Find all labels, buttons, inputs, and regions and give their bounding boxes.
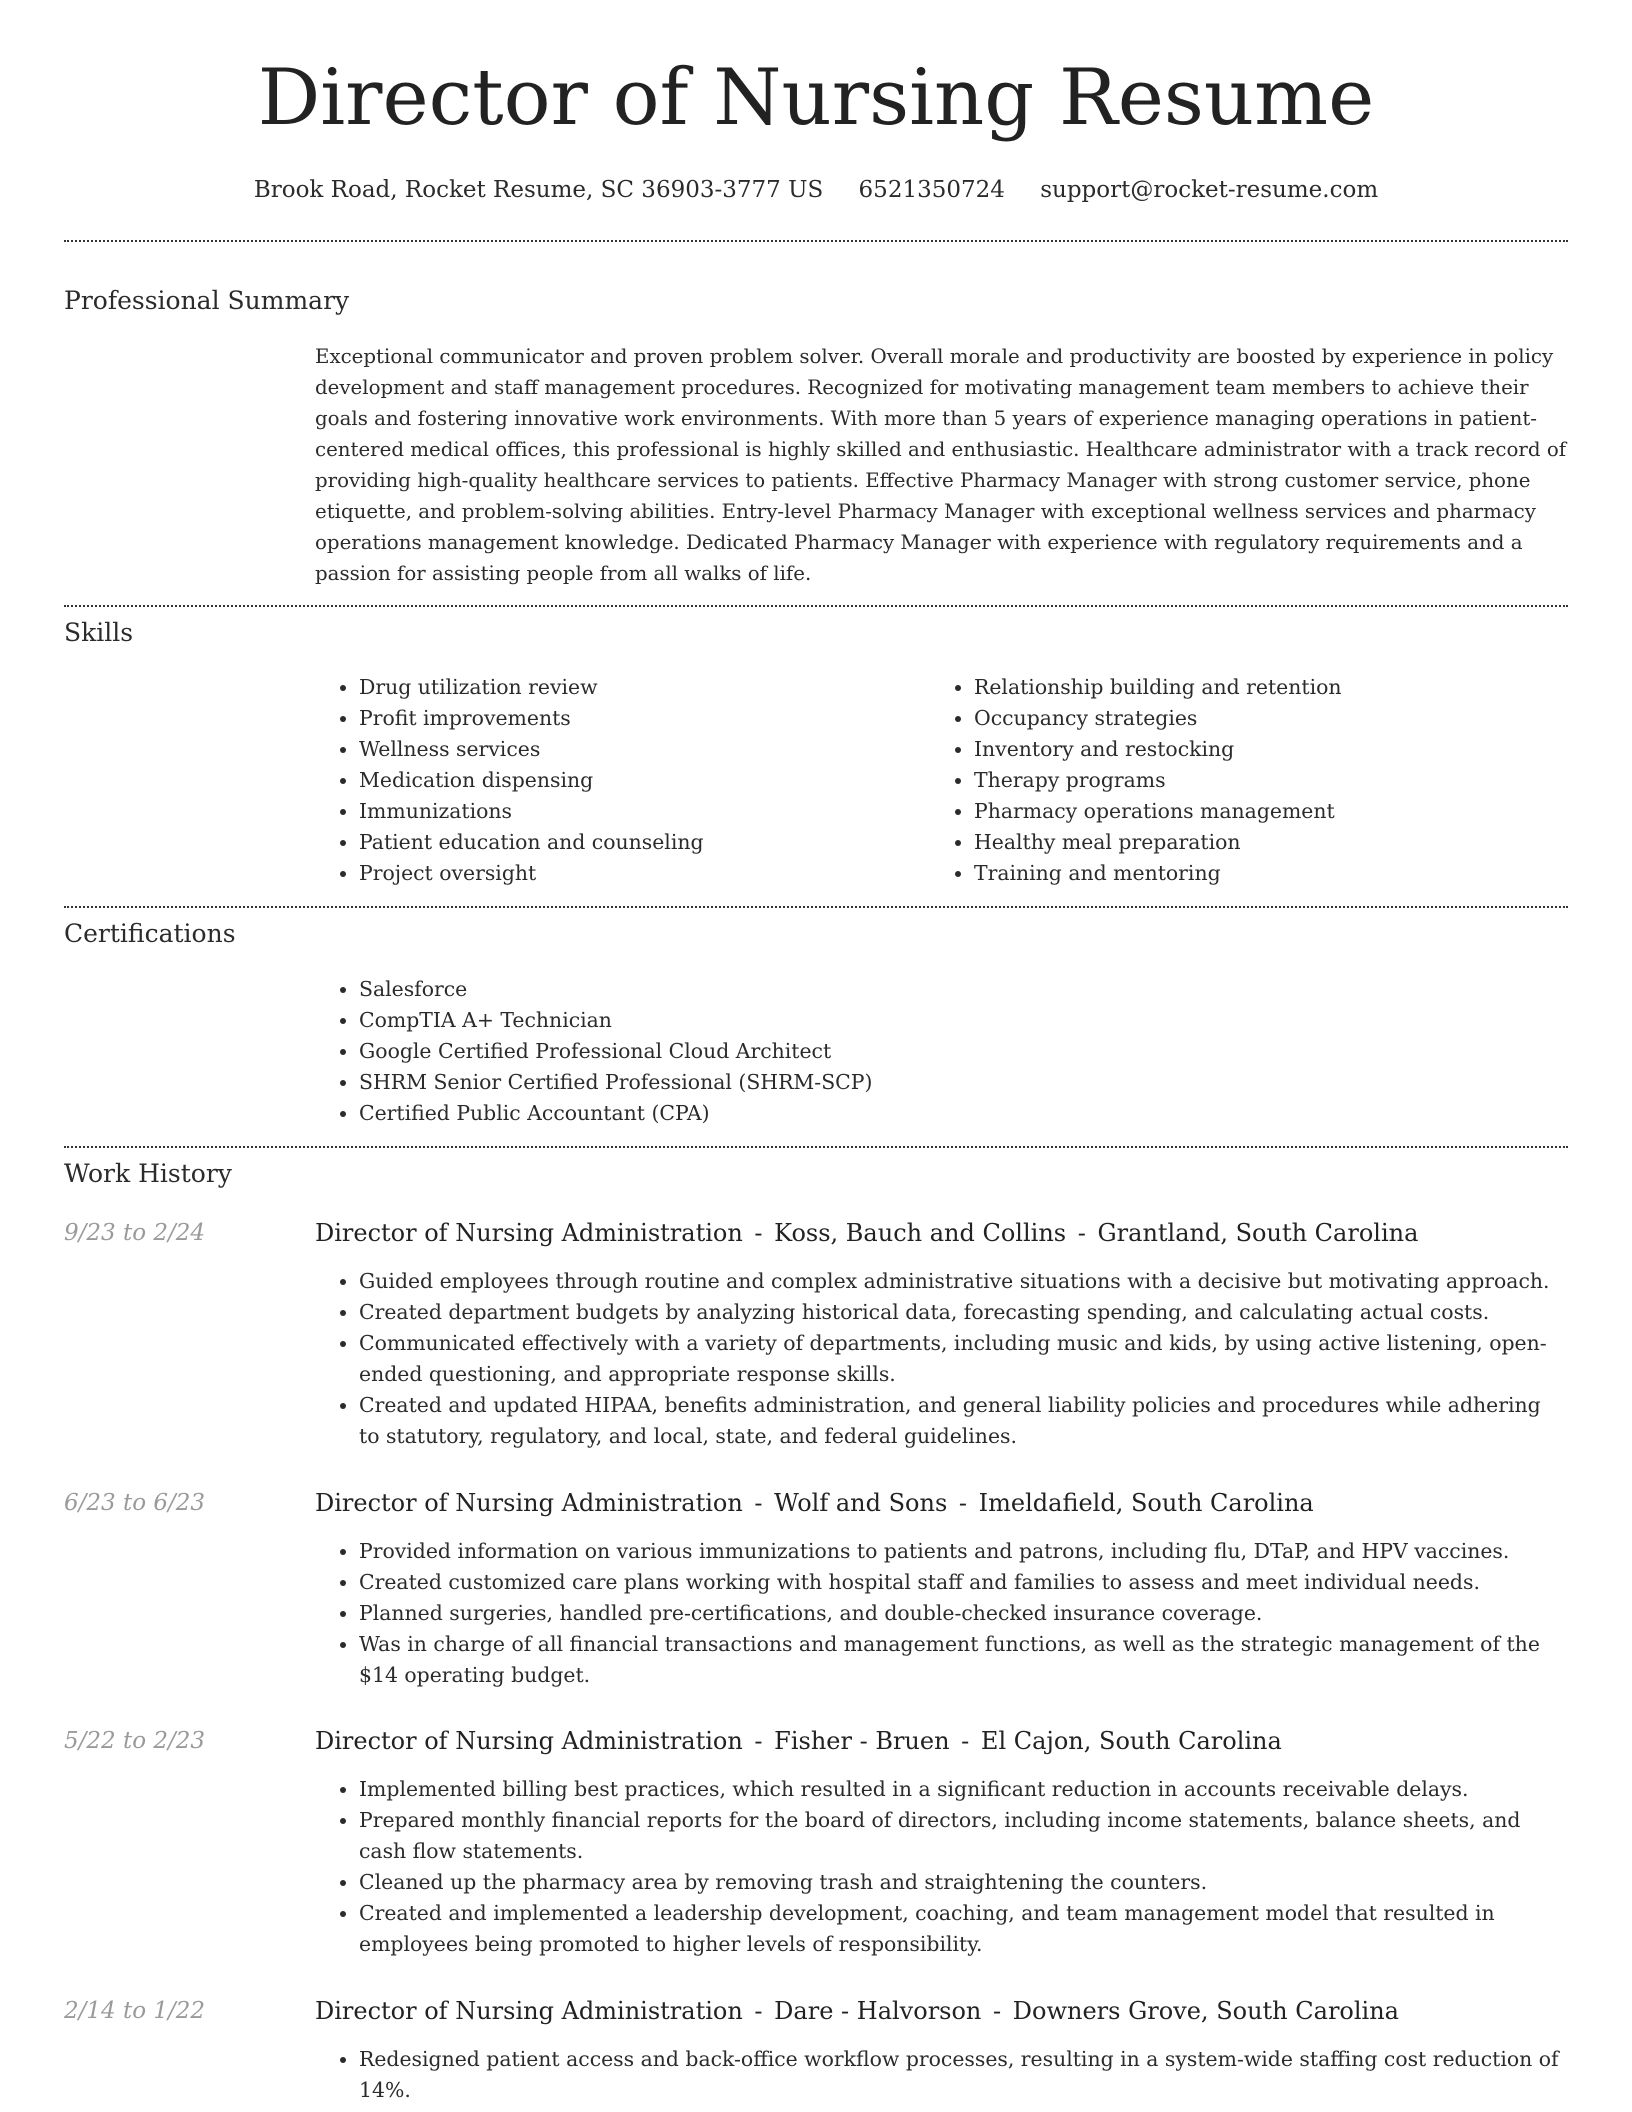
job-company: Wolf and Sons bbox=[774, 1489, 948, 1517]
job-heading: Director of Nursing Administration - Dare - Halvorson - Downers Grove, South Carolina bbox=[315, 1997, 1399, 2025]
skills-list-right bbox=[930, 672, 1610, 889]
summary-heading: Professional Summary bbox=[64, 286, 350, 315]
job-dates: 2/14 to 1/22 bbox=[64, 1998, 206, 2024]
job-title: Director of Nursing Administration bbox=[315, 1219, 743, 1247]
job-bullet: • Communicated effectively with a variety of departments, including music and kids, by using active listening, open-ended questioning, and appropriate response skills. bbox=[359, 1328, 1567, 1390]
job-company: Dare - Halvorson bbox=[774, 1997, 982, 2025]
skill-item: • Training and mentoring bbox=[974, 858, 1610, 889]
job-dates: 9/23 to 2/24 bbox=[64, 1220, 206, 1246]
skill-item: • Project oversight bbox=[359, 858, 919, 889]
job-bullet: • Guided employees through routine and complex administrative situations with a decisive but motivating approach. bbox=[359, 1266, 1567, 1297]
job-bullet: • Planned surgeries, handled pre-certifications, and double-checked insurance coverage. bbox=[359, 1598, 1567, 1629]
skill-item: • Profit improvements bbox=[359, 703, 919, 734]
job-bullets bbox=[315, 2044, 1567, 2106]
work-history-heading: Work History bbox=[64, 1159, 232, 1188]
divider bbox=[64, 240, 1568, 242]
certification-item: • Certified Public Accountant (CPA) bbox=[359, 1098, 1567, 1129]
job-dates: 5/22 to 2/23 bbox=[64, 1728, 206, 1754]
job-bullet: • Implemented billing best practices, which resulted in a significant reduction in accounts receivable delays. bbox=[359, 1774, 1567, 1805]
job-title: Director of Nursing Administration bbox=[315, 1997, 743, 2025]
summary-text: Exceptional communicator and proven problem solver. Overall morale and productivity are boosted by experience in policy development and staff management procedures. Recognized for motivating management team members to achieve their goals and fostering innovative work environments. With more than 5 years of experience managing operations in patient-centered medical offices, this professional is highly skilled and enthusiastic. Healthcare administrator with a track record of providing high-quality healthcare services to patients. Effective Pharmacy Manager with strong customer service, phone etiquette, and problem-solving abilities. Entry-level Pharmacy Manager with exceptional wellness services and pharmacy operations management knowledge. Dedicated Pharmacy Manager with experience with regulatory requirements and a passion for assisting people from all walks of life. bbox=[315, 345, 1567, 585]
skill-item: • Patient education and counseling bbox=[359, 827, 919, 858]
certifications-list bbox=[315, 974, 1567, 1129]
certification-item: • CompTIA A+ Technician bbox=[359, 1005, 1567, 1036]
job-location: Grantland, South Carolina bbox=[1097, 1219, 1419, 1247]
job-company: Koss, Bauch and Collins bbox=[774, 1219, 1067, 1247]
job-title: Director of Nursing Administration bbox=[315, 1727, 743, 1755]
resume-title: Director of Nursing Resume bbox=[257, 53, 1375, 143]
contact-address: Brook Road, Rocket Resume, SC 36903-3777 US bbox=[253, 177, 824, 203]
skill-item: • Pharmacy operations management bbox=[974, 796, 1610, 827]
job-bullet: • Was in charge of all financial transactions and management functions, as well as the strategic management of the $14 operating budget. bbox=[359, 1629, 1567, 1691]
job-location: Downers Grove, South Carolina bbox=[1012, 1997, 1399, 2025]
skills-heading: Skills bbox=[64, 618, 134, 647]
job-bullet: • Cleaned up the pharmacy area by removing trash and straightening the counters. bbox=[359, 1867, 1567, 1898]
job-bullet: • Created department budgets by analyzing historical data, forecasting spending, and calculating actual costs. bbox=[359, 1297, 1567, 1328]
divider bbox=[64, 906, 1568, 908]
skill-item: • Relationship building and retention bbox=[974, 672, 1610, 703]
skill-item: • Healthy meal preparation bbox=[974, 827, 1610, 858]
certification-item: • Google Certified Professional Cloud Architect bbox=[359, 1036, 1567, 1067]
divider bbox=[64, 1146, 1568, 1148]
job-heading: Director of Nursing Administration - Fisher - Bruen - El Cajon, South Carolina bbox=[315, 1727, 1282, 1755]
job-bullets bbox=[315, 1774, 1567, 1960]
skill-item: • Inventory and restocking bbox=[974, 734, 1610, 765]
contact-phone: 6521350724 bbox=[858, 177, 1005, 203]
job-location: Imeldafield, South Carolina bbox=[978, 1489, 1314, 1517]
skills-list-left bbox=[315, 672, 919, 889]
job-heading: Director of Nursing Administration - Wolf and Sons - Imeldafield, South Carolina bbox=[315, 1489, 1314, 1517]
certifications-heading: Certifications bbox=[64, 919, 236, 948]
skill-item: • Medication dispensing bbox=[359, 765, 919, 796]
job-bullet: • Created customized care plans working with hospital staff and families to assess and meet individual needs. bbox=[359, 1567, 1567, 1598]
skill-item: • Wellness services bbox=[359, 734, 919, 765]
job-bullet: • Provided information on various immunizations to patients and patrons, including flu, DTaP, and HPV vaccines. bbox=[359, 1536, 1567, 1567]
job-bullet: • Redesigned patient access and back-office workflow processes, resulting in a system-wide staffing cost reduction of 14%. bbox=[359, 2044, 1567, 2106]
job-bullets bbox=[315, 1536, 1567, 1691]
job-title: Director of Nursing Administration bbox=[315, 1489, 743, 1517]
divider bbox=[64, 605, 1568, 607]
skill-item: • Occupancy strategies bbox=[974, 703, 1610, 734]
skill-item: • Immunizations bbox=[359, 796, 919, 827]
job-dates: 6/23 to 6/23 bbox=[64, 1490, 206, 1516]
skill-item: • Therapy programs bbox=[974, 765, 1610, 796]
certification-item: • Salesforce bbox=[359, 974, 1567, 1005]
job-bullet: • Created and implemented a leadership development, coaching, and team management model that resulted in employees being promoted to higher levels of responsibility. bbox=[359, 1898, 1567, 1960]
contact-email[interactable]: support@rocket-resume.com bbox=[1040, 177, 1379, 203]
job-heading: Director of Nursing Administration - Koss, Bauch and Collins - Grantland, South Carolina bbox=[315, 1219, 1419, 1247]
contact-line bbox=[64, 170, 1568, 210]
job-company: Fisher - Bruen bbox=[774, 1727, 950, 1755]
skill-item: • Drug utilization review bbox=[359, 672, 919, 703]
job-bullet: • Created and updated HIPAA, benefits administration, and general liability policies and procedures while adhering to statutory, regulatory, and local, state, and federal guidelines. bbox=[359, 1390, 1567, 1452]
job-bullet: • Prepared monthly financial reports for the board of directors, including income statements, balance sheets, and cash flow statements. bbox=[359, 1805, 1567, 1867]
certification-item: • SHRM Senior Certified Professional (SHRM-SCP) bbox=[359, 1067, 1567, 1098]
job-bullets bbox=[315, 1266, 1567, 1452]
job-location: El Cajon, South Carolina bbox=[980, 1727, 1282, 1755]
